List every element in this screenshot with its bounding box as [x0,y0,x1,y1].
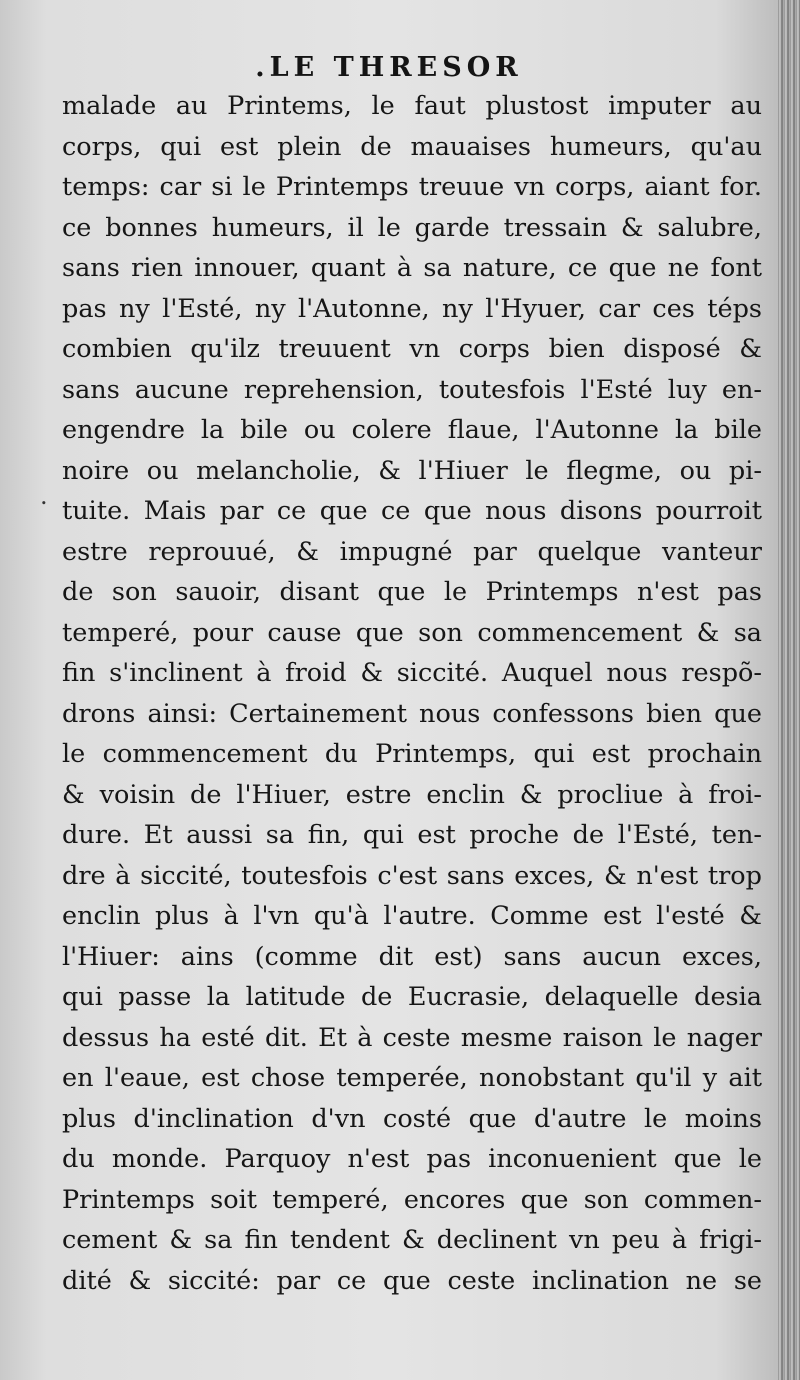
text-line: & voisin de l'Hiuer, estre enclin & procliue à froi- [62,779,762,810]
text-line: enclin plus à l'vn qu'à l'autre. Comme est l'esté & [62,901,762,931]
running-head: .LE THRESOR [255,52,523,83]
margin-mark: . [40,482,48,510]
body-text [62,86,762,1301]
text-line: plus d'inclination d'vn costé que d'autre le moins [62,1103,762,1134]
text-line: en l'eaue, est chose temperée, nonobstant qu'il y ait [62,1063,762,1093]
text-line: tuite. Mais par ce que ce que nous disons pourroit [62,496,762,526]
text-line: cement & sa fin tendent & declinent vn peu à frigi- [62,1225,762,1255]
text-line: dessus ha esté dit. Et à ceste mesme raison le nager [62,1022,762,1053]
text-line: qui passe la latitude de Eucrasie, delaquelle desia [62,982,762,1012]
text-line: dre à siccité, toutesfois c'est sans exces, & n'est trop [62,860,762,891]
text-line: ce bonnes humeurs, il le garde tressain & salubre, [62,212,762,243]
text-line: l'Hiuer: ains (comme dit est) sans aucun exces, [62,941,762,972]
page-fore-edge [778,0,800,1380]
text-line: le commencement du Printemps, qui est prochain [62,739,762,769]
text-line: dure. Et aussi sa fin, qui est proche de l'Esté, ten- [62,820,762,850]
text-line: sans aucune reprehension, toutesfois l'Esté luy en- [62,374,762,405]
text-line: sans rien innouer, quant à sa nature, ce que ne font [62,253,762,283]
text-line: dité & siccité: par ce que ceste inclination ne se [62,1265,762,1296]
text-line: malade au Printems, le faut plustost imputer au [62,91,762,121]
text-line: pas ny l'Esté, ny l'Autonne, ny l'Hyuer, car ces téps [62,293,762,324]
text-line: estre reprouué, & impugné par quelque vanteur [62,536,762,567]
text-line: temps: car si le Printemps treuue vn corps, aiant for. [62,172,762,202]
text-line: temperé, pour cause que son commencement & sa [62,617,762,648]
text-line: noire ou melancholie, & l'Hiuer le flegme, ou pi- [62,455,762,486]
text-line: fin s'inclinent à froid & siccité. Auquel nous respõ- [62,658,762,688]
text-line: du monde. Parquoy n'est pas inconuenient que le [62,1144,762,1174]
text-line: corps, qui est plein de mauaises humeurs, qu'au [62,131,762,162]
text-line: de son sauoir, disant que le Printemps n'est pas [62,577,762,607]
text-line: Printemps soit temperé, encores que son commen- [62,1184,762,1215]
text-line: engendre la bile ou colere flaue, l'Autonne la bile [62,415,762,445]
text-line: drons ainsi: Certainement nous confessons bien que [62,698,762,729]
text-line: combien qu'ilz treuuent vn corps bien disposé & [62,334,762,364]
